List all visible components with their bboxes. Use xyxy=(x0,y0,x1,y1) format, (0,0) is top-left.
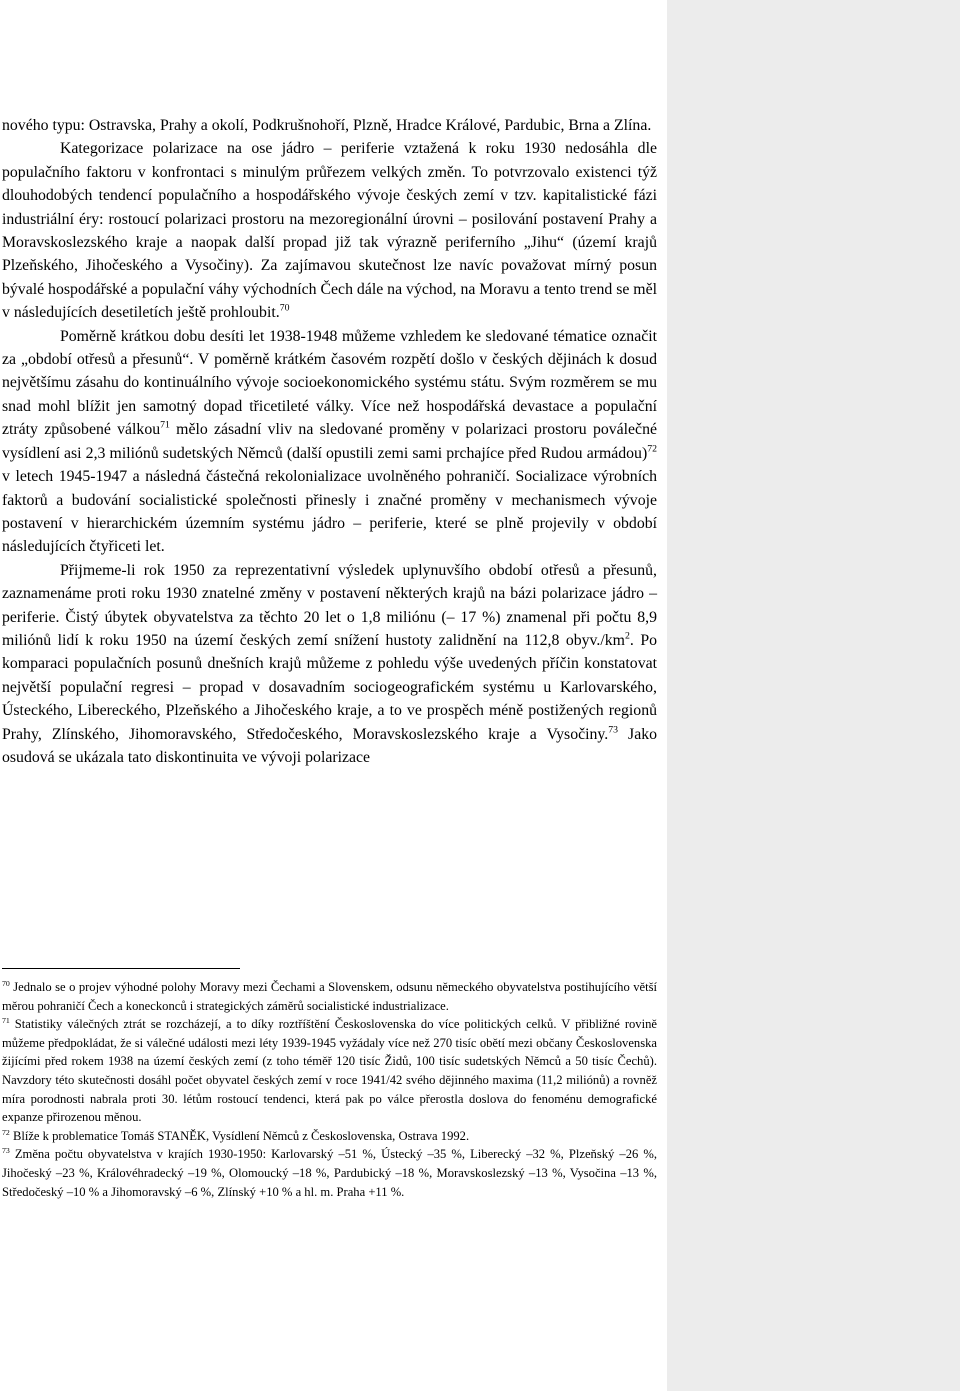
paragraph-text: . Po komparaci populačních posunů dnešních krajů můžeme z pohledu výše uvedených příčin konstatovat největší populační regresi – propad v dosavadním sociogeografickém systému u Karlovarského, Ústeckého, Libereckého, Plzeňského a Jihočeského kraje, a to ve prospěch méně postižených regionů Prahy, Zlínského, Jihomoravského, Středočeského, Moravskoslezského kraje a Vysočiny. xyxy=(2,631,657,743)
paragraph xyxy=(2,0,657,137)
footnotes xyxy=(2,978,657,1201)
footnote-number: 73 xyxy=(2,1146,10,1156)
footnote-number: 72 xyxy=(2,1127,10,1137)
footnote-text: Změna počtu obyvatelstva v krajích 1930-1950: Karlovarský –51 %, Ústecký –35 %, Liberecký –32 %, Plzeňský –26 %, Jihočeský –23 %, Královéhradecký –19 %, Olomoucký –18 %, Pardubický –18 %, Moravskoslezský –13 %, Vysočina –13 %, Středočeský –10 % a Jihomoravský –6 %, Zlínský +10 % a hl. m. Praha +11 %. xyxy=(2,1147,657,1199)
paragraph xyxy=(2,559,657,770)
footnote-70 xyxy=(2,978,657,1015)
comment-margin xyxy=(667,0,960,1391)
footnote-separator xyxy=(2,968,240,969)
footnote-text: Jednalo se o projev výhodné polohy Moravy mezi Čechami a Slovenskem, odsunu německého obyvatelstva postihujícího větší měrou pohraničí Čech a koneckonců i strategických záměrů socialistické industrializace. xyxy=(2,980,657,1013)
paragraph-text: Jako osudová se ukázala tato diskontinuita ve vývoji polarizace xyxy=(2,725,658,766)
footnote-ref-72[interactable]: 72 xyxy=(647,443,657,455)
footnote-ref-71[interactable]: 71 xyxy=(160,420,170,432)
footnote-number: 70 xyxy=(2,978,10,988)
footnote-71 xyxy=(2,1015,657,1127)
paragraph-text: Kategorizace polarizace na ose jádro – periferie vztažená k roku 1930 nedosáhla dle populačního faktoru v konfrontaci s minulým průřezem velkých změn. To potvrzovalo existenci týž dlouhodobých tendencí populačního a hospodářského vývoje českých zemí v tzv. kapitalistické fázi industriální éry: rostoucí polarizaci prostoru na mezoregionální úrovni – posilování postavení Prahy a Moravskoslezského kraje a naopak další propad již tak výrazně periferního „Jihu“ (území krajů Plzeňského, Jihočeského a Vysočiny). Za zajímavou skutečnost lze navíc považovat mírný posun bývalé hospodářské a populační váhy východních Čech dále na východ, na Moravu a tento trend se měl v následujících desetiletích ještě prohloubit. xyxy=(2,140,657,322)
footnote-number: 71 xyxy=(2,1016,10,1025)
paragraph xyxy=(2,137,657,324)
paragraph-text: mělo zásadní vliv na sledované proměny v polarizaci prostoru poválečné vysídlení asi 2,3 miliónů sudetských Němců (další opustili zemi sami prchajíce před Rudou armádou) xyxy=(2,421,657,462)
paragraph xyxy=(2,325,657,559)
paragraph-text: Přijmeme-li rok 1950 za reprezentativní výsledek uplynuvšího období otřesů a přesunů, zaznamenáme proti roku 1930 znatelné změny v postavení některých krajů na bázi polarizace jádro – periferie. Čistý úbytek obyvatelstva za těchto 20 let o 1,8 miliónu (– 17 %) znamenal při počtu 8,9 miliónů lidí k roku 1950 na území českých zemí snížení hustoty zalidnění na 112,8 obyv./km xyxy=(2,561,657,649)
paragraph-text: v letech 1945-1947 a následná částečná rekolonializace uvolněného pohraničí. Socializace výrobních faktorů a budování socialistické společnosti přinesly i značné proměny v mechanismech vývoje postavení v hierarchickém územním systému jádro – periferie, které se plně projevily v období následujících čtyřiceti let. xyxy=(2,468,657,556)
footnote-ref-70[interactable]: 70 xyxy=(279,302,290,314)
footnote-text: Statistiky válečných ztrát se rozcházejí, a to díky roztříštění Československa do více politických celků. V přibližné rovině můžeme předpokládat, že si válečné události mezi léty 1939-1945 vyžádaly více než 270 tisíc obětí mezi občany Československa žijícími před rokem 1938 na území českých zemí (z toho téměř 120 tisíc Židů, 100 tisíc sudetských Němců a 50 tisíc Čechů). Navzdory této skutečnosti dosáhl počet obyvatel českých zemí v roce 1941/42 svého dějinného maxima (11,2 miliónů) a rovněž míra porodnosti nabrala proti 30. létům rostoucí tendenci, která pak po válce přerostla doslova do fenoménu demografické expanze přirozenou měnou. xyxy=(2,1017,657,1125)
footnote-73 xyxy=(2,1145,657,1201)
main-text xyxy=(2,0,657,769)
footnote-ref-73[interactable]: 73 xyxy=(608,724,619,736)
paragraph-text: nového typu: Ostravska, Prahy a okolí, Podkrušnohoří, Plzně, Hradce Králové, Pardubic, Brna a Zlína. xyxy=(2,117,652,134)
footnote-text: Blíže k problematice Tomáš STANĚK, Vysídlení Němců z Československa, Ostrava 1992. xyxy=(9,1128,470,1143)
footnote-72 xyxy=(2,1127,657,1146)
superscript-exponent: 2 xyxy=(624,630,630,642)
paragraph-text: Poměrně krátkou dobu desíti let 1938-1948 můžeme vzhledem ke sledované tématice označit za „období otřesů a přesunů“. V poměrně krátkém časovém rozpětí došlo v českých dějinách k dosud největšímu zásahu do kontinuálního vývoje socioekonomického systému státu. Svým rozměrem se mu snad mohl blížit jen samotný dopad třicetileté války. Více než hospodářská devastace a populační ztráty způsobené válkou xyxy=(2,327,657,439)
